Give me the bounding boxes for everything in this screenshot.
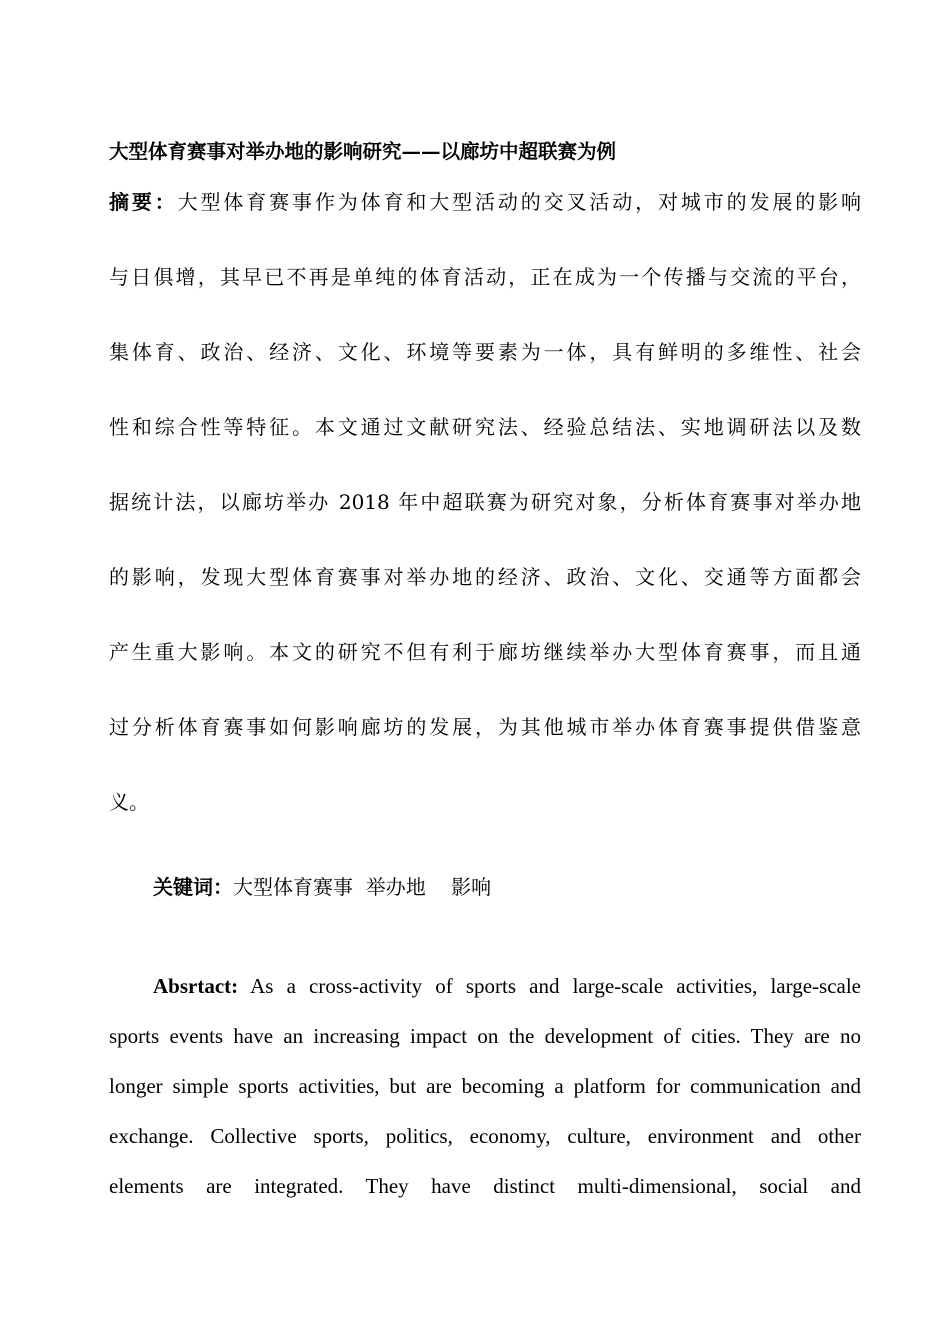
- paper-title: 大型体育赛事对举办地的影响研究——以廊坊中超联赛为例: [109, 140, 617, 163]
- abstract-cn-line: 产生重大影响。本文的研究不但有利于廊坊继续举办大型体育赛事，而且通: [109, 640, 861, 664]
- keywords-label: 关键词：: [153, 875, 233, 899]
- abstract-cn-line: 据统计法，以廊坊举办 2018 年中超联赛为研究对象，分析体育赛事对举办地: [109, 490, 861, 514]
- abstract-cn-line: 性和综合性等特征。本文通过文献研究法、经验总结法、实地调研法以及数: [109, 415, 861, 439]
- abstract-en-line: [109, 966, 861, 1016]
- abstract-en-text: As a cross-activity of sports and large-scale activities, large-scale: [250, 974, 861, 998]
- abstract-en-line: elements are integrated. They have distinct multi-dimensional, social and: [109, 1174, 861, 1198]
- abstract-cn-text: 大型体育赛事作为体育和大型活动的交叉活动，对城市的发展的影响: [177, 190, 861, 214]
- abstract-cn-line: 集体育、政治、经济、文化、环境等要素为一体，具有鲜明的多维性、社会: [109, 340, 861, 364]
- abstract-en-line: longer simple sports activities, but are becoming a platform for communication and: [109, 1074, 861, 1098]
- abstract-cn-label: 摘要：: [109, 190, 178, 214]
- abstract-en-line: exchange. Collective sports, politics, economy, culture, environment and other: [109, 1124, 861, 1148]
- abstract-en-label: Absrtact:: [153, 974, 239, 998]
- abstract-cn-line: 过分析体育赛事如何影响廊坊的发展，为其他城市举办体育赛事提供借鉴意: [109, 715, 861, 739]
- abstract-english: [109, 966, 861, 1216]
- abstract-cn-line: 的影响，发现大型体育赛事对举办地的经济、政治、文化、交通等方面都会: [109, 565, 861, 589]
- abstract-cn-line: 义。: [109, 790, 149, 814]
- abstract-chinese: [109, 182, 861, 857]
- keyword-item: 影响: [451, 875, 492, 899]
- keywords: [153, 871, 491, 903]
- abstract-cn-line: 与日俱增，其早已不再是单纯的体育活动，正在成为一个传播与交流的平台，: [109, 265, 861, 289]
- keyword-item: 举办地: [365, 875, 426, 899]
- abstract-cn-line: [109, 182, 861, 257]
- abstract-en-line: sports events have an increasing impact on the development of cities. They are no: [109, 1024, 861, 1048]
- keyword-item: 大型体育赛事: [233, 875, 353, 899]
